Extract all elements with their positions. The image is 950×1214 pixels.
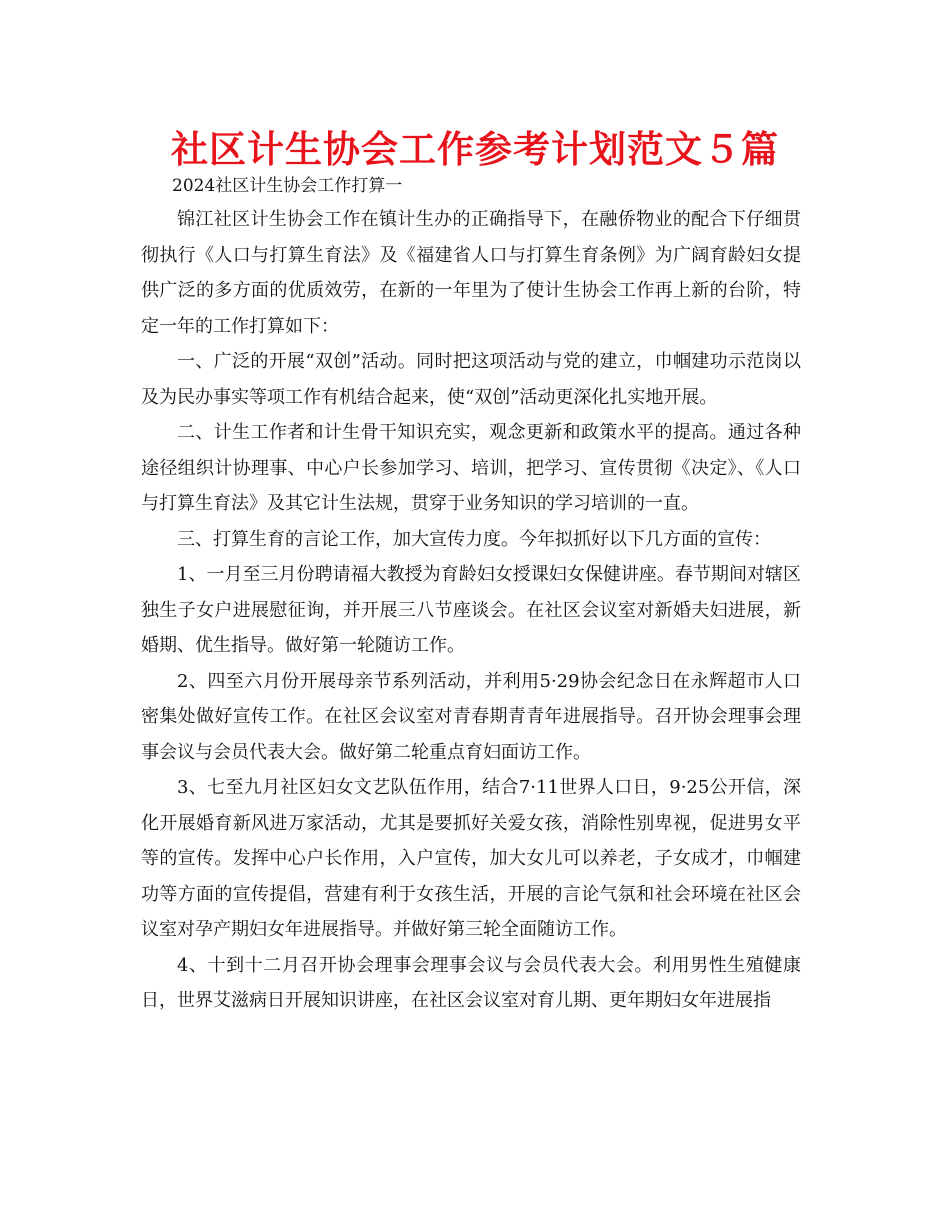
paragraph: 锦江社区计生协会工作在镇计生办的正确指导下，在融侨物业的配合下仔细贯彻执行《人口与打算生育法》及《福建省人口与打算生育条例》为广阔育龄妇女提供广泛的多方面的优质效劳，在新的一年里为了使计生协会工作再上新的台阶，特定一年的工作打算如下：	[141, 209, 801, 337]
paragraph: 2、四至六月份开展母亲节系列活动，并利用5·29协会纪念日在永辉超市人口密集处做好宣传工作。在社区会议室对青春期青青年进展指导。召开协会理事会理事会议与会员代表大会。做好第二轮重点育妇面访工作。	[141, 670, 801, 763]
paragraph: 1、一月至三月份聘请福大教授为育龄妇女授课妇女保健讲座。春节期间对辖区独生子女户进展慰征询，并开展三八节座谈会。在社区会议室对新婚夫妇进展，新婚期、优生指导。做好第一轮随访工作。	[141, 564, 801, 656]
document-title: 社区计生协会工作参考计划范文５篇	[171, 128, 779, 171]
paragraph: 三、打算生育的言论工作，加大宣传力度。今年拟抓好以下几方面的宣传：	[177, 528, 771, 550]
paragraph: 4、十到十二月召开协会理事会理事会议与会员代表大会。利用男性生殖健康日，世界艾滋病日开展知识讲座，在社区会议室对育儿期、更年期妇女年进展指	[141, 954, 801, 1011]
paragraph: 二、计生工作者和计生骨干知识充实，观念更新和政策水平的提高。通过各种途径组织计协理事、中心户长参加学习、培训，把学习、宣传贯彻《决定》、《人口与打算生育法》及其它计生法规，贯穿于业务知识的学习培训的一直。	[141, 422, 801, 514]
document-body	[141, 202, 801, 1019]
document-subtitle: 2024社区计生协会工作打算一	[172, 176, 403, 196]
paragraph: 一、广泛的开展“双创”活动。同时把这项活动与党的建立，巾帼建功示范岗以及为民办事实等项工作有机结合起来，使“双创”活动更深化扎实地开展。	[141, 351, 801, 408]
paragraph: 3、七至九月社区妇女文艺队伍作用，结合7·11世界人口日，9·25公开信，深化开展婚育新风进万家活动，尤其是要抓好关爱女孩，消除性别卑视，促进男女平等的宣传。发挥中心户长作用，入户宣传，加大女儿可以养老，子女成才，巾帼建功等方面的宣传提倡，营建有利于女孩生活，开展的言论气氛和社会环境在社区会议室对孕产期妇女年进展指导。并做好第三轮全面随访工作。	[141, 777, 801, 940]
